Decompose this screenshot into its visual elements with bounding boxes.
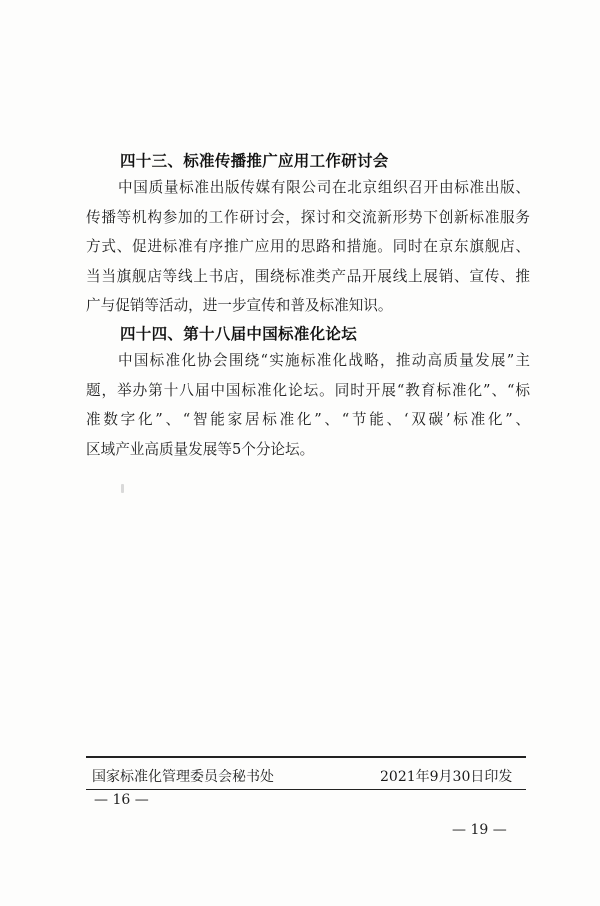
section-44-title: 四十四、第十八届中国标准化论坛 (120, 325, 358, 343)
section-43-line-2: 传播等机构参加的工作研讨会，探讨和交流新形势下创新标准服务 (86, 208, 530, 226)
section-43-line-5: 广与促销等活动，进一步宣传和普及标准知识。 (86, 297, 393, 315)
section-43-paragraph (86, 173, 530, 321)
scan-speck (121, 484, 124, 493)
footer-print-date: 2021年9月30日印发 (380, 769, 513, 785)
section-44-line-4: 区域产业高质量发展等5个分论坛。 (86, 440, 315, 458)
footer-bottom-rule (86, 789, 526, 790)
section-44-line-2: 题，举办第十八届中国标准化论坛。同时开展“教育标准化”、“标 (86, 381, 530, 399)
section-43-line-4: 当当旗舰店等线上书店，围绕标准类产品开展线上展销、宣传、推 (86, 267, 530, 285)
section-43-line-3: 方式、促进标准有序推广应用的思路和措施。同时在京东旗舰店、 (86, 238, 530, 256)
section-43-line-1: 中国质量标准出版传媒有限公司在北京组织召开由标准出版、 (118, 179, 530, 196)
inner-page-number: — 16 — (94, 792, 149, 808)
section-44-paragraph (86, 346, 530, 464)
footer-top-rule (86, 756, 526, 758)
section-44-line-1: 中国标准化协会围绕“实施标准化战略，推动高质量发展”主 (118, 352, 530, 369)
footer-issuer: 国家标准化管理委员会秘书处 (92, 769, 274, 785)
outer-page-number: — 19 — (452, 822, 507, 838)
section-43-title: 四十三、标准传播推广应用工作研讨会 (120, 152, 389, 170)
section-44-line-3: 准数字化”、“智能家居标准化”、“节能、‘双碳’标准化”、 (86, 411, 530, 429)
